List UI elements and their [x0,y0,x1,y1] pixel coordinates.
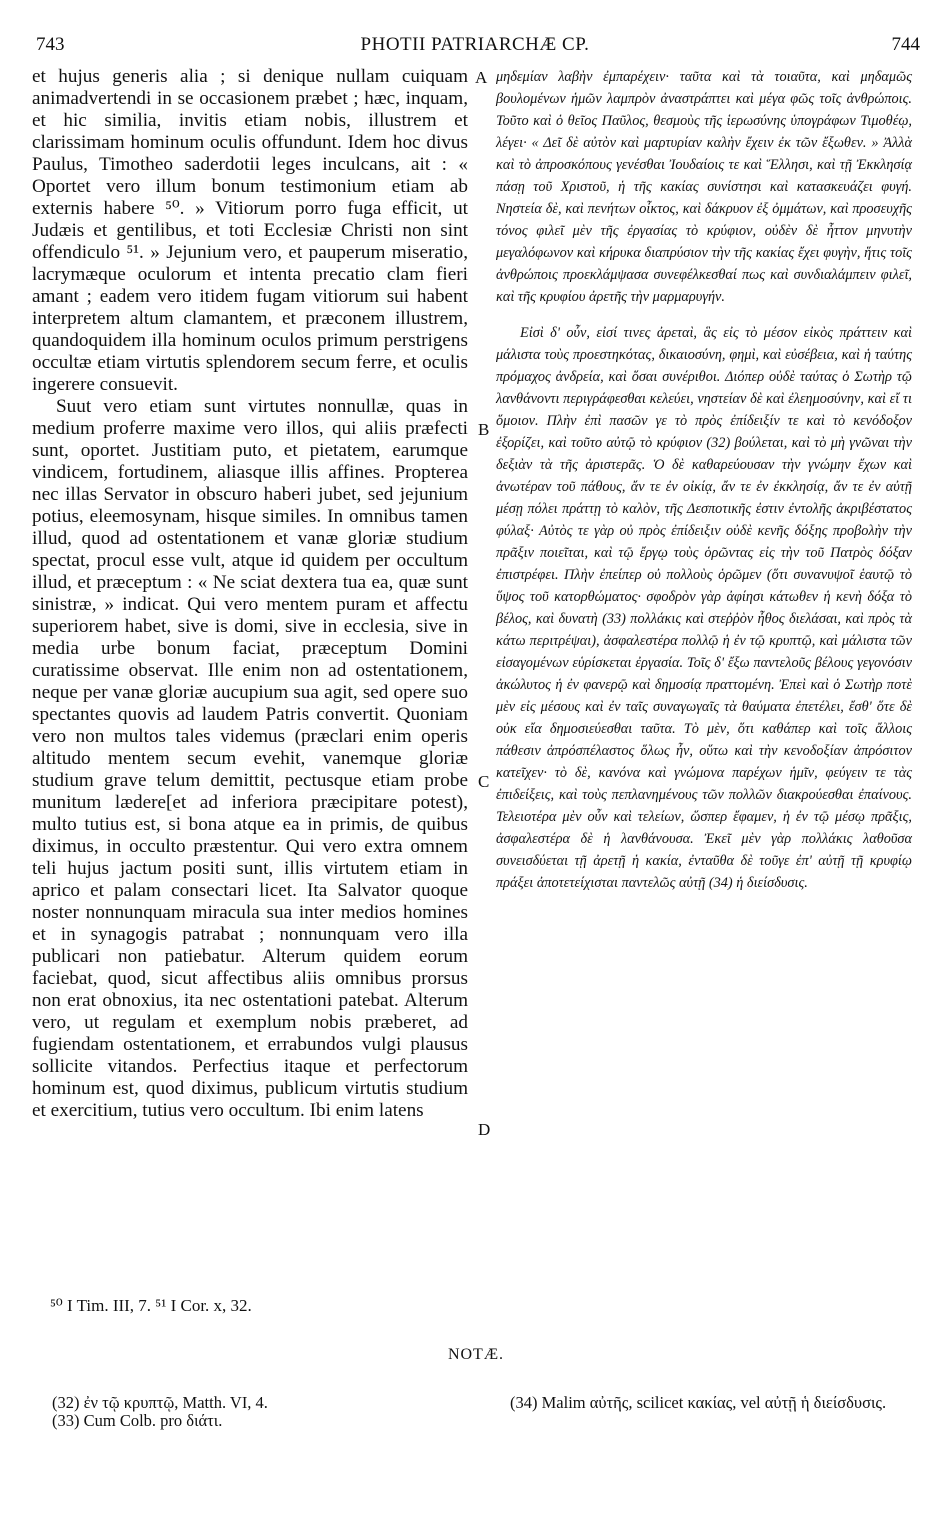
page-number-right: 744 [891,34,920,55]
margin-letter-d: D [478,1120,491,1139]
margin-letter-c: C [478,772,490,791]
greek-column [496,66,912,894]
note-32: (32) ἐν τῷ κρυπτῷ, Matth. VI, 4. [52,1393,268,1412]
page-number-left: 743 [36,34,65,55]
margin-letter-b: B [478,420,490,439]
footnotes: ⁵⁰ I Tim. III, 7. ⁵¹ I Cor. x, 32. [50,1296,252,1315]
latin-column [32,66,468,1122]
margin-letter-a: A [475,68,488,87]
notes-right [510,1394,910,1412]
note-33: (33) Cum Colb. pro διάτι. [52,1411,223,1430]
latin-paragraph-2: Suut vero etiam sunt virtutes nonnullæ, quas in medium proferre maxime vero illos, qui aliis præfecti sunt, oportet. Justitiam puto, et pietatem, earumque vindicem, fortudinem, aliasque illis affines. Propterea nec illas Servator in obscuro haberi jubet, sed jejunium potius, eleemosynam, hisque similes. In omnibus tamen illud, quod ad ostentationem et vanæ gloriæ studium spectat, procul esse vult, atque id quidem per occultum illud, et præceptum : « Ne sciat dextera tua ea, quæ sunt sinistræ, » indicat. Qui vero mentem puram et affectu superiorem habet, sive is domi, sive in ecclesia, sive in media urbe bonum faciat, præceptum Domini curatissime observat. Ille enim non ad ostentationem, neque per vanæ gloriæ aucupium sua agit, sed opere suo spectantes quovis ad laudem Patris convertit. Quoniam vero non multos tales videmus (præclari enim operis altitudo mentem secum evehit, vanemque gloriæ studium grave telum demittit, pectusque etiam probe munitum lædere[et ad inferiora præcipitare potest), multo tutius est, si bona atque ea in primis, de quibus diximus, in occulto præstentur. Qui vero extra omnem teli hujus jactum positi sunt, illis virtutem etiam in aprico et palam consectari licet. Ita Salvator quoque noster nonnunquam miracula sua inter medios homines et in synagogis patrabat ; nonnunquam vero illa publicari non patiebatur. Alterum quidem eorum faciebat, quod, sicut affectibus aliis omnibus prorsus non erat obnoxius, ita nec ostentationi patebat. Alterum vero, ut regulam et exemplum nobis præberet, ad fugiendam ostentationem, et errabundos vulgi plausus sollicite vitandos. Perfectius itaque et perfectorum hominum est, quod diximus, publicum virtutis studium et exercitium, tutius vero occultum. Ibi enim latens [32,396,468,1121]
running-title: PHOTII PATRIARCHÆ CP. [360,34,590,55]
notes-left [52,1394,472,1430]
latin-paragraph-1: et hujus generis alia ; si denique nullam cuiquam animadvertendi in se occasionem præbet ; hæc, inquam, et hic similia, invitis etiam nobis, illustrem et clarissimam hominum oculis offundunt. Idem hoc divus Paulus, Timotheo saderdotii leges inculcans, ait : « Oportet vero illum bonum testimonium etiam ab externis habere ⁵⁰. » Vitiorum porro fuga efficit, ut Judæis et gentilibus, et toti Ecclesiæ Christi non sint offendiculo ⁵¹. » Jejunium vero, et pauperum miseratio, lacrymæque oculorum et intenta precatio clam fieri amant ; eadem vero itidem fugam vitiorum sui habent interpretem altum clamantem, et præconem illustrem, quandoquidem illa hominum oculos primum perstrigens occultæ etiam virtutis splendorem secum ferre, et oculis ingerere consuevit. [32,66,468,395]
running-header [30,30,920,60]
note-34: (34) Malim αὐτῆς, scilicet κακίας, vel αὐτῇ ἡ διείσδυσις. [510,1393,887,1412]
greek-paragraph-2: Εἰσὶ δ' οὖν, εἰσί τινες ἀρεταὶ, ἃς εἰς τὸ μέσον εἰκὸς πράττειν καὶ μάλιστα τοὺς προεστηκότας, δικαιοσύνη, φημὶ, καὶ εὐσέβεια, καὶ ἡ ταύτης πρόμαχος ἀνδρεία, καὶ ὅσαι συνέριθοι. Διόπερ οὐδὲ ταύτας ὁ Σωτὴρ τῷ λανθάνοντι περιγράφεσθαι κελεύει, νηστείαν δὲ καὶ ἐλεημοσύνην, καὶ εἴ τι ὅμοιον. Πλὴν ἐπὶ πασῶν γε τὸ πρὸς ἐπίδειξίν τε καὶ τὸ κενόδοξον ἐξορίζει, καὶ τοῦτο αὐτῷ τὸ κρύφιον (32) βούλεται, καὶ τὸ μὴ γνῶναι τὴν δεξιὰν τὰ τῆς ἀριστερᾶς. Ὁ δὲ καθαρεύουσαν τὴν γνώμην ἔχων καὶ ἀνωτέραν τοῦ πάθους, ἄν τε ἐν οἰκίᾳ, ἄν τε ἐν ἐκκλησίᾳ, ἄν τε ἐν αὐτῇ μέσῃ πόλει πράττῃ τὸ καλὸν, τῆς Δεσποτικῆς ἐστιν ἐντολῆς ἀκριβέστατος φύλαξ· Αὐτὸς τε γὰρ οὐ πρὸς ἐπίδειξιν οὐδὲ κενῆς δόξης προβολὴν τὴν πρᾶξιν ποιεῖται, καὶ τῷ ἔργῳ τοὺς ὁρῶντας εἰς τὴν τοῦ Πατρὸς δόξαν ἐπιστρέφει. Πλὴν ἐπείπερ οὐ πολλοὺς ὁρῶμεν (ὅτι συνανυψοῖ ἑαυτῷ τὸ ὕψος τοῦ κατορθώματος· σφοδρὸν γὰρ ἀφίησι κάτωθεν ἡ κενὴ δόξα τὸ βέλος, καὶ δυνατὴ (33) πολλάκις καὶ στεῤῥὸν ἦθος διελάσαι, καὶ πρὸς τὰ κάτω περιτρέψαι), ἀσφαλεστέρα πολλῷ ἡ ἐν τῷ κρυπτῷ, καὶ μάλιστα τῶν εἰσαγομένων εὑρίσκεται ἐργασία. Τοῖς δ' ἔξω παντελοῦς βέλους γεγονόσιν ἀκώλυτος ἡ ἐν φανερῷ καὶ δημοσίᾳ πραττομένη. Ἐπεὶ καὶ ὁ Σωτὴρ ποτὲ μὲν εἰς μέσους καὶ ἐν ταῖς συναγωγαῖς τὰ θαύματα ἐπετέλει, ἔσθ' ὅτε δὲ οὐκ εἴα δημοσιεύεσθαι ταῦτα. Τὸ μὲν, ὅτι καθάπερ καὶ τοῖς ἄλλοις πάθεσιν ἀπρόσπέλαστος ὅλως ἦν, οὕτω καὶ τὴν κενοδοξίαν ἀπρόσιτον κατεῖχεν· τὸ δὲ, κανόνα καὶ γνώμονα παρέχων ἡμῖν, φεύγειν τε τὰς ἐπιδείξεις, καὶ τοὺς πεπλανημένους τῶν πολλῶν διακρούεσθαι ἐπαίνους. Τελειοτέρα μὲν οὖν καὶ τελείων, ὥσπερ ἔφαμεν, ἡ ἐν τῷ μέσῳ πρᾶξις, ἀσφαλεστέρα δὲ ἡ λανθάνουσα. Ἐκεῖ μὲν γὰρ πολλάκις λαθοῦσα συνεισδύεται τῇ ἀρετῇ ἡ κακία, ἐνταῦθα δὲ τοῦγε ἐπ' αὐτῇ τῇ κρυφίῳ πράξει ἀποτετείχισται παντελῶς αὐτῇ (34) ἡ διείσδυσις. [496,325,912,891]
notae-heading: NOTÆ. [447,1346,505,1363]
greek-paragraph-1: μηδεμίαν λαβὴν ἐμπαρέχειν· ταῦτα καὶ τὰ τοιαῦτα, καὶ μηδαμῶς βουλομένων ἡμῶν λαμπρὸν ἀναστράπτει καὶ μέγα φῶς τοῖς ἀνθρώποις. Τοῦτο καὶ ὁ θεῖος Παῦλος, θεσμοὺς τῆς ἱερωσύνης ὑπογράφων Τιμοθέῳ, λέγει· « Δεῖ δὲ αὐτὸν καὶ μαρτυρίαν καλὴν ἔχειν ἐκ τῶν ἔξωθεν. » Ἀλλὰ καὶ τὸ ἀπροσκόπους γενέσθαι Ἰουδαίοις τε καὶ Ἕλλησι, καὶ τῇ Ἐκκλησίᾳ πάσῃ τοῦ Χριστοῦ, ἡ τῆς κακίας συνίστησι καὶ κατασκευάζει φυγή. Νηστεία δὲ, καὶ πενήτων οἶκτος, καὶ δάκρυον ἐξ ὀμμάτων, καὶ προσευχῆς τόνος φιλεῖ μὲν τῆς ἐργασίας τὸ κρύφιον, οὐδὲν δὲ ἧττον μηνυτὴν μεγαλόφωνον καὶ κήρυκα διαπρύσιον τὴν τῆς κακίας ἔχει φυγὴν, ἥτις τοῖς ἀνθρώποις προεκλάμψασα συνεφέλκεσθαί πως καὶ συνδιαλάμπειν φιλεῖ, καὶ τῆς κρυφίου ἀρετῆς τὴν μαρμαρυγήν. [496,69,912,305]
